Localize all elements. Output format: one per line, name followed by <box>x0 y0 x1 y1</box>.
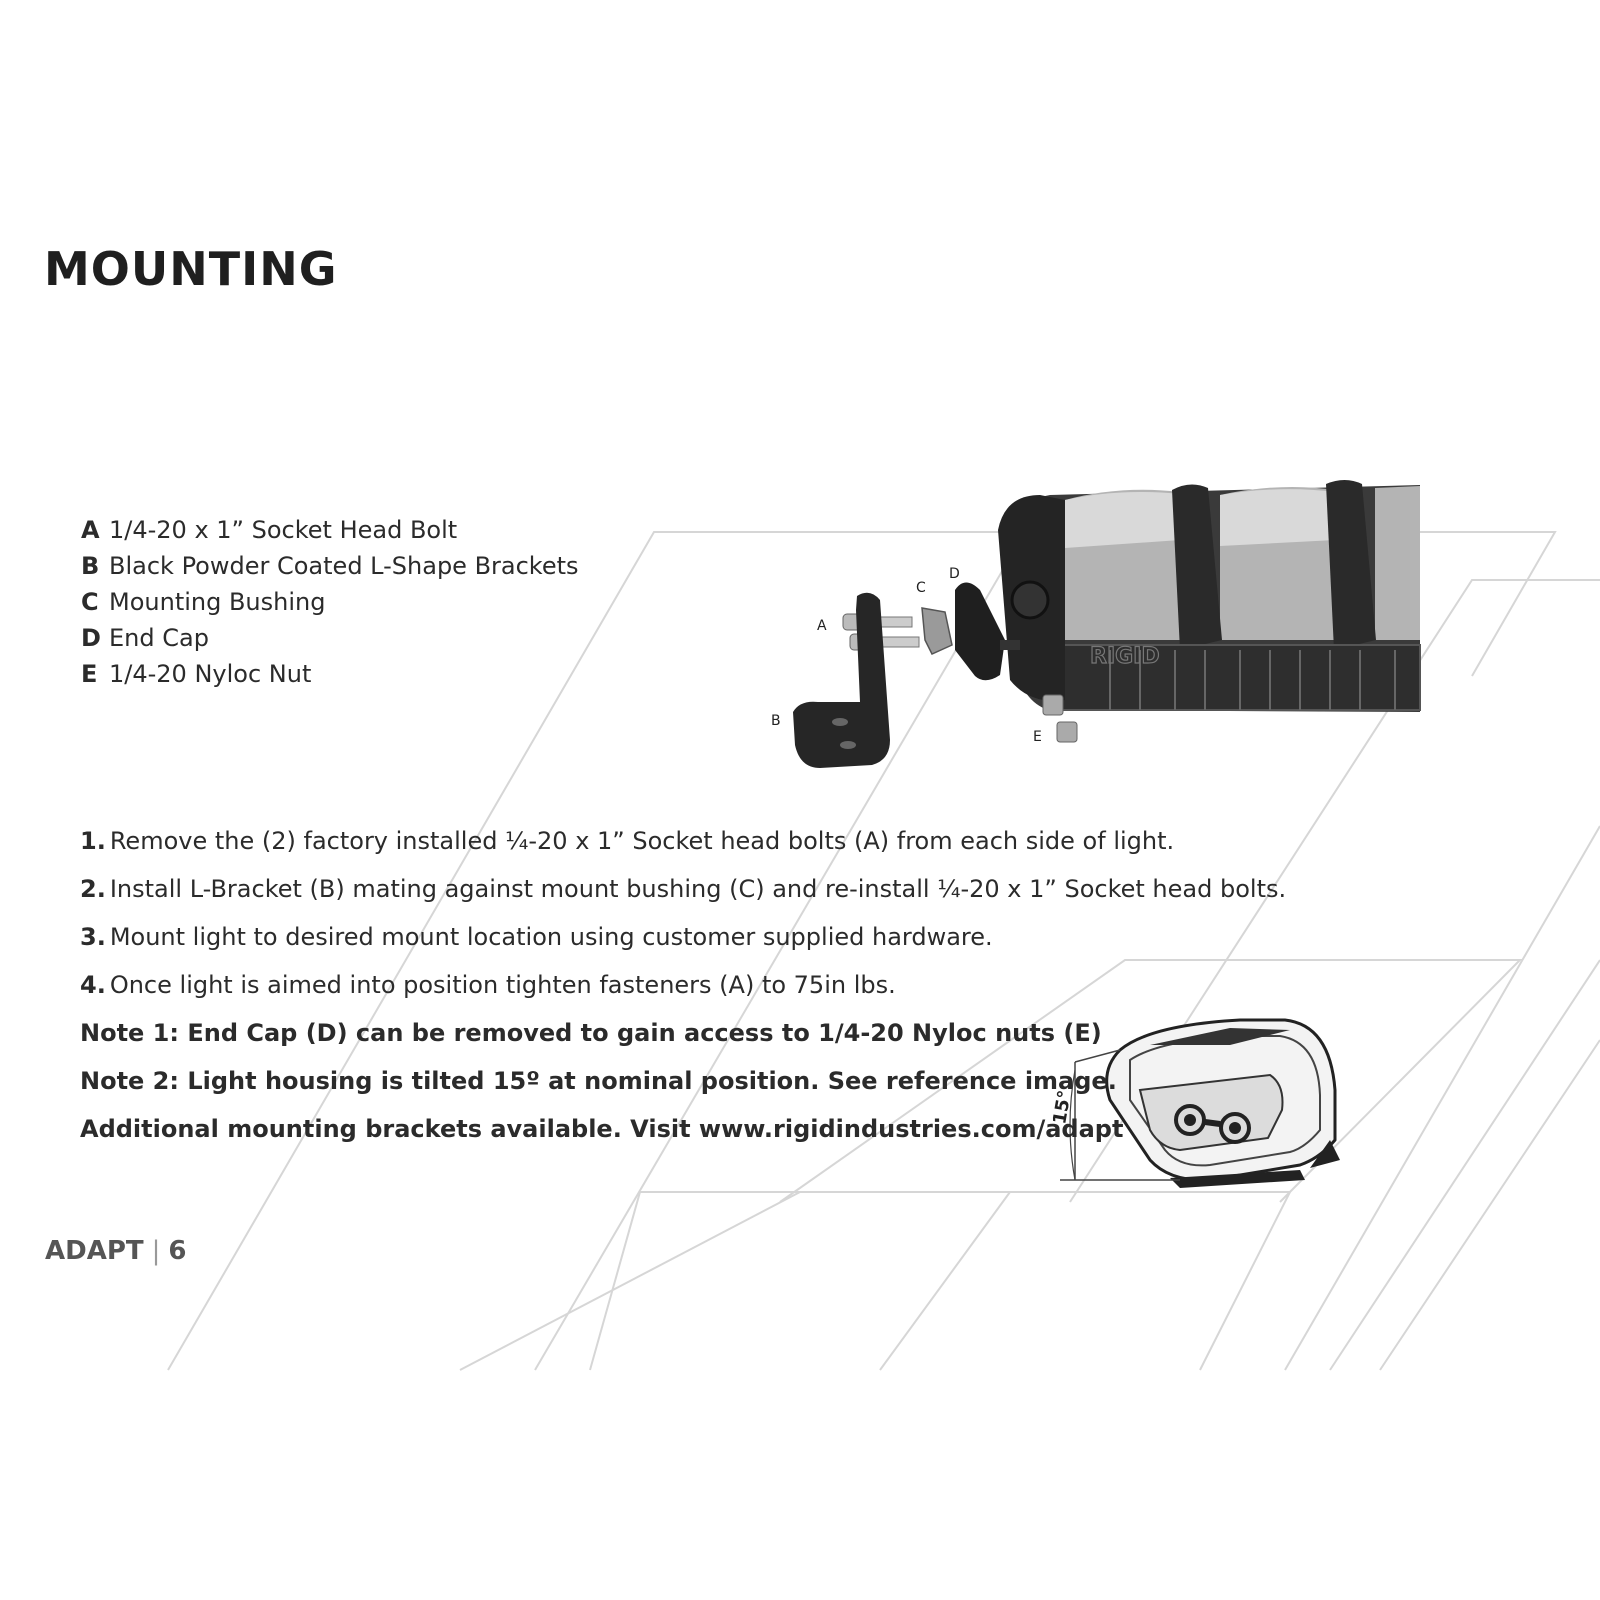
step-number: 2. <box>80 875 106 903</box>
part-label: Mounting Bushing <box>109 588 326 616</box>
note-item: Note 1: End Cap (D) can be removed to gain access to 1/4-20 Nyloc nuts (E) <box>80 1019 1102 1047</box>
instruction-steps <box>80 817 1286 1009</box>
step-item <box>80 817 1286 865</box>
end-cap-part <box>955 583 1005 681</box>
part-key: A <box>81 516 100 544</box>
step-text: Mount light to desired mount location using customer supplied hardware. <box>109 923 993 951</box>
part-label: Black Powder Coated L-Shape Brackets <box>109 552 579 580</box>
page-title: MOUNTING <box>44 242 338 296</box>
page-footer <box>45 1236 186 1266</box>
part-key: C <box>81 588 99 616</box>
note-item: Note 2: Light housing is tilted 15º at nominal position. See reference image. <box>80 1067 1117 1095</box>
callout-c: C <box>916 580 926 596</box>
step-item <box>80 961 1286 1009</box>
tilt-angle-label: 15° <box>1049 1088 1076 1126</box>
step-text: Remove the (2) factory installed ¼-20 x 1” Socket head bolts (A) from each side of light. <box>109 827 1175 855</box>
part-label: 1/4-20 Nyloc Nut <box>109 660 312 688</box>
note-item: Additional mounting brackets available. Visit www.rigidindustries.com/adapt <box>80 1115 1124 1143</box>
rigid-logo: RIGID <box>1090 644 1160 669</box>
part-key: B <box>81 552 100 580</box>
step-number: 1. <box>80 827 106 855</box>
step-text: Once light is aimed into position tighten fasteners (A) to 75in lbs. <box>109 971 896 999</box>
callout-a: A <box>817 618 827 634</box>
callout-b: B <box>771 713 781 729</box>
callout-e: E <box>1033 729 1042 745</box>
part-label: End Cap <box>109 624 209 652</box>
part-key: D <box>81 624 101 652</box>
step-item <box>80 913 1286 961</box>
callout-d: D <box>949 566 960 582</box>
step-number: 3. <box>80 923 106 951</box>
footer-product: ADAPT <box>45 1236 144 1266</box>
footer-separator: | <box>151 1236 161 1266</box>
mounting-bushing-part <box>922 608 952 654</box>
footer-page-number: 6 <box>168 1236 187 1266</box>
l-bracket-part <box>793 593 890 768</box>
step-number: 4. <box>80 971 106 999</box>
part-key: E <box>81 660 98 688</box>
step-text: Install L-Bracket (B) mating against mount bushing (C) and re-install ¼-20 x 1” Socket head bolts. <box>109 875 1287 903</box>
notes-list <box>80 1009 1123 1153</box>
part-label: 1/4-20 x 1” Socket Head Bolt <box>109 516 458 544</box>
step-item <box>80 865 1286 913</box>
light-bar-illustration <box>771 480 1420 768</box>
